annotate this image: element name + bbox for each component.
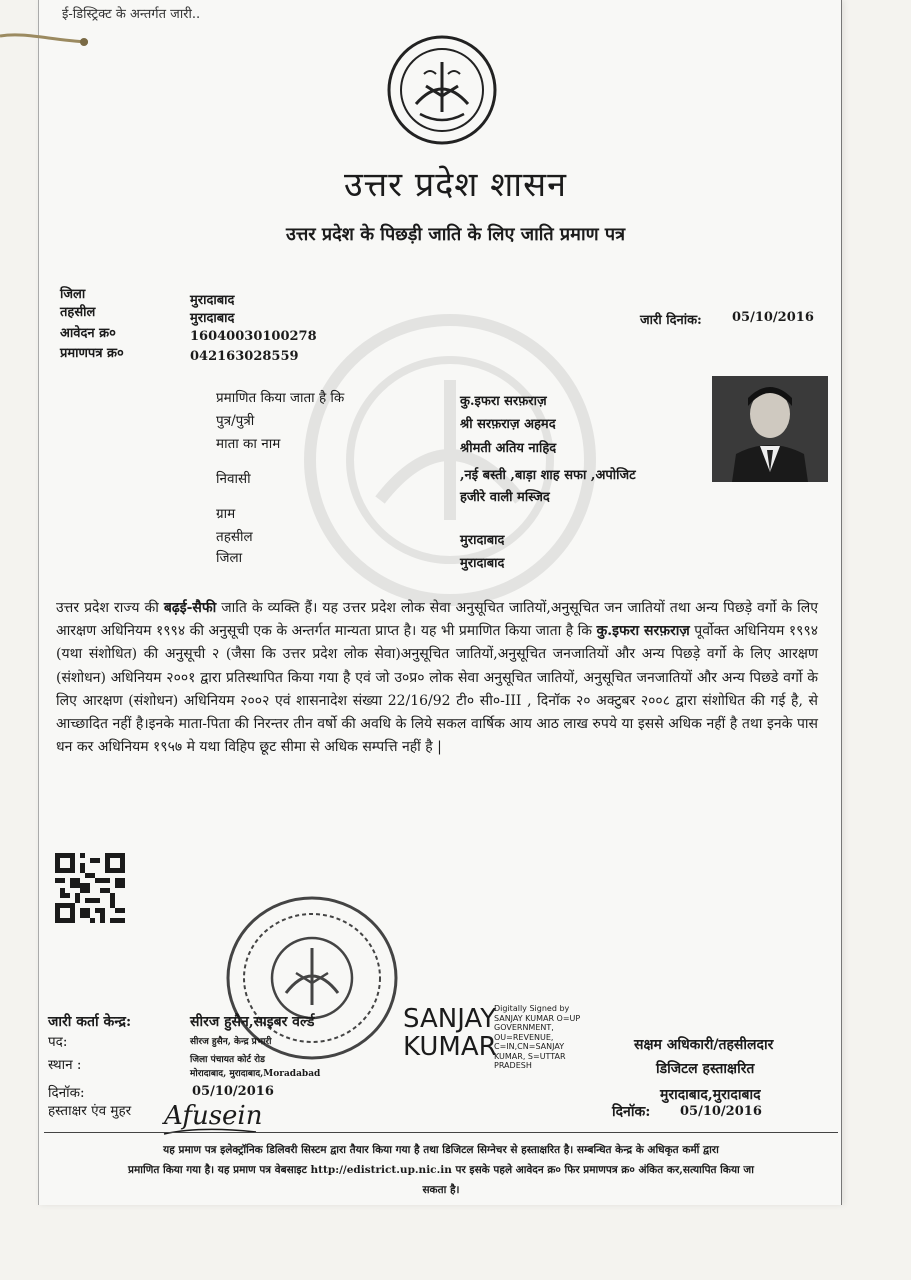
issuer-date-label: दिनॉक: [48,1085,85,1101]
issuer-center-value: सीरज हुसैन,साइबर वर्ल्ड [190,1014,315,1030]
applicant-photo-icon [712,376,828,482]
sig-note-line4: OU=REVENUE, [494,1032,554,1042]
issuer-center-label: जारी कर्ता केन्द्र: [48,1014,132,1030]
digital-signer-name-line1: SANJAY [403,1004,497,1034]
authority-date-label: दिनॉक: [612,1104,651,1120]
meta-application-no-label: आवेदन क्र० [60,326,116,341]
meta-certificate-no-value: 042163028559 [190,349,299,364]
meta-district-label: जिला [60,287,86,302]
watermark-emblem-icon [300,310,600,610]
parent-value: श्री सरफ़राज़ अहमद [460,417,556,432]
footer-line1: यह प्रमाण पत्र इलेक्ट्रॉनिक डिलिवरी सिस्टम द्वारा तैयार किया गया है तथा डिजिटल सिग्नेचर से हस्ताक्षरित है। सम्बन्धित केन्द्र के अधिकृत कर्मी द्वारा [163,1144,719,1156]
sig-note-line1: Digitally Signed by [494,1004,570,1013]
certified-value: कु.इफरा सरफ़राज़ [460,394,547,409]
authority-place: मुरादाबाद,मुरादाबाद [660,1087,761,1103]
issuer-date-value: 05/10/2016 [192,1084,274,1099]
meta-certificate-no-label: प्रमाणपत्र क्र० [60,346,124,361]
document-subtitle: उत्तर प्रदेश के पिछड़ी जाति के लिए जाति प्रमाण पत्र [285,224,626,245]
sig-note-line6: KUMAR, S=UTTAR [494,1051,566,1061]
digital-signer-name-line2: KUMAR [403,1032,497,1062]
applicant-photo [712,376,828,482]
issue-date-value: 05/10/2016 [732,310,814,325]
footer-note [46,1140,836,1200]
issuer-post-label: पद: [48,1034,68,1050]
up-emblem-icon [386,34,498,146]
meta-tehsil-label: तहसील [60,305,96,320]
issuer-place-label: स्थान : [48,1057,82,1073]
resident-value-line1: ,नई बस्ती ,बाड़ा शाह सफा ,अपोजिट [460,468,636,483]
resident-label: निवासी [216,471,251,487]
details-district-value: मुरादाबाद [460,556,505,571]
mother-value: श्रीमती अतिय नाहिद [460,441,557,456]
body-text-b: जाति के व्यक्ति हैं। यह उत्तर प्रदेश लोक सेवा अनुसूचित जातियों,अनुसूचित जन जातियों तथा अन्य पिछड़े वर्गो के लिए आरक्षण अधिनियम १९९४ की अनुसूची एक के अन्तर्गत मान्यता प्राप्त है। यह भी प्रमाणित किया जाता है कि [56,600,819,640]
meta-application-no-value: 16040030100278 [190,329,317,344]
document-title: उत्तर प्रदेश शासन [344,165,567,205]
qr-code-icon [54,853,126,923]
authority-date-value: 05/10/2016 [680,1104,762,1119]
parent-label: पुत्र/पुत्री [216,413,255,429]
certified-label: प्रमाणित किया जाता है कि [216,390,345,406]
issue-date-label: जारी दिनांक: [640,313,702,328]
body-name: कु.इफरा सरफ़राज़ [596,623,690,640]
details-district-label: जिला [216,550,243,566]
header-note: ई-डिस्ट्रिक्ट के अन्तर्गत जारी.. [62,7,201,22]
body-text-c: पूर्वोक्त अधिनियम १९९४ (यथा संशोधित) की अनुसूची २ (जैसा कि उत्तर प्रदेश लोक सेवा)अनुसूचित जातियों,अनुसूचित जनजातियों और अन्य पिछड़े वर्गो के लिए आरक्षण (संशोधन) अधिनियम २००१ द्वारा प्रतिस्थापित किया गया है एवं जो उ०प्र० लोक सेवा अनुसूचित जातियों, अनुसूचित जनजातियों और अन्य पिछडे वर्गो के लिए आरक्षण (संशोधन) अधिनियम २००२ एवं शासनादेश संख्या 22/16/92 टी० सी०-III , दिनॉक २० अक्टुबर २००८ द्वारा संशोधित की गई है, से आच्छादित नहीं है।इनके माता-पिता की निरन्तर तीन वर्षो की अवधि के लिये सकल वार्षिक आय आठ लाख रुपये या इससे अधिक नहीं है तथा इनके पास धन कर अधिनियम १९५७ मे यथा विहिप छूट सीमा से अधिक सम्पत्ति नहीं है | [56,623,818,756]
signature-text: Afusein [164,1101,263,1131]
issuer-place-value-line1: जिला पंचायत कोर्ट रोड [190,1055,265,1065]
binding-string-icon [0,30,90,46]
details-tehsil-label: तहसील [216,529,253,545]
sig-note-line3: GOVERNMENT, [494,1023,554,1032]
issuer-place-value-line2: मोरादाबाद, मुरादाबाद,Moradabad [190,1069,321,1079]
resident-value-line2: हजीरे वाली मस्जिद [460,490,550,505]
issuer-sign-label: हस्ताक्षर एंव मुहर [48,1103,132,1119]
digital-signature-note [494,1004,604,1071]
village-label: ग्राम [216,506,236,522]
sig-note-line7: PRADESH [494,1061,532,1070]
footer-divider [44,1132,838,1133]
meta-tehsil-value: मुरादाबाद [190,311,235,326]
body-text-a: उत्तर प्रदेश राज्य की [56,600,164,616]
sig-note-line2: SANJAY KUMAR O=UP [494,1013,581,1023]
sig-note-line5: C=IN,CN=SANJAY [494,1042,565,1051]
authority-title: सक्षम अधिकारी/तहसीलदार [634,1037,774,1053]
meta-district-value: मुरादाबाद [190,293,235,308]
certificate-body [56,597,818,759]
details-tehsil-value: मुरादाबाद [460,533,505,548]
footer-line2: प्रमाणित किया गया है। यह प्रमाण पत्र वेबसाइट http://edistrict.up.nic.in पर इसके पहले आवेदन क्र० फिर प्रमाणपत्र क्र० अंकित कर,सत्यापित किया जा [128,1164,754,1176]
footer-line3: सकता है। [422,1184,460,1196]
authority-subtitle: डिजिटल हस्ताक्षरित [656,1061,755,1077]
body-caste: बढ़ई-सैफी [163,600,217,616]
mother-label: माता का नाम [216,436,281,452]
issuer-post-value: सीरज हुसैन, केन्द्र प्रभारी [190,1037,272,1047]
